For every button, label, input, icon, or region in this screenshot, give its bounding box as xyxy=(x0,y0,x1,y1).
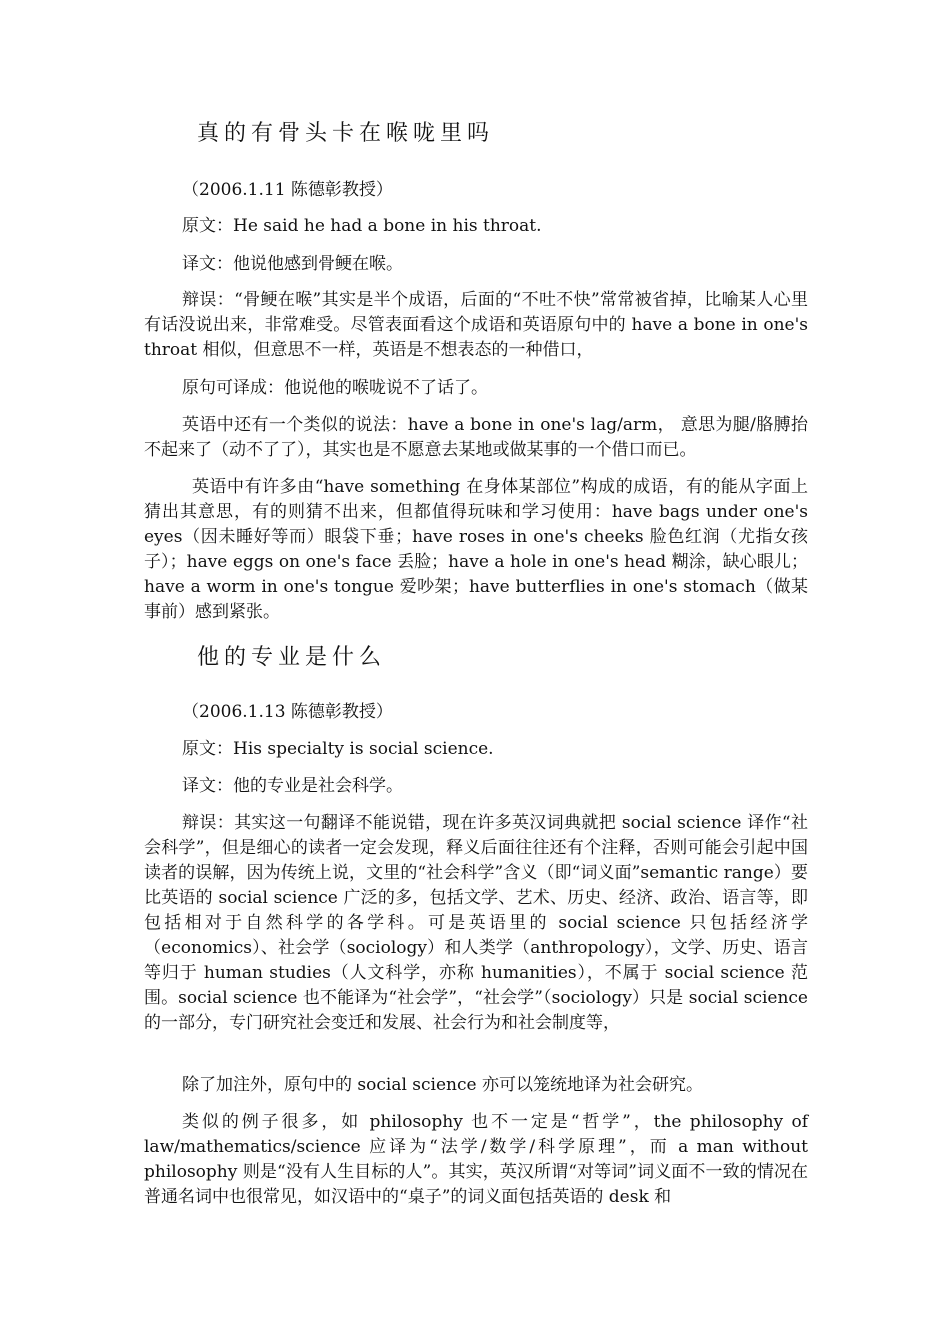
article1-idioms-paragraph: 英语中有许多由“have something 在身体某部位”构成的成语，有的能从字面上猜出其意思，有的则猜不出来，但都值得玩味和学习使用：have bags under one's eyes（因未睡好等而）眼袋下垂；have roses in one's cheeks 脸色红润（尤指女孩子）；have eggs on one's face 丢脸；have a hole in one's head 糊涂，缺心眼儿；have a worm in one's tongue 爱吵架；have butterflies in one's stomach（做某事前）感到紧张。 xyxy=(144,477,808,622)
article1-suggested-translation: 原句可译成：他说他的喉咙说不了话了。 xyxy=(182,378,488,398)
article2-title: 他的专业是什么 xyxy=(197,645,387,670)
article2-alternative-translation: 除了加注外，原句中的 social science 亦可以笼统地译为社会研究。 xyxy=(182,1075,703,1095)
article2-analysis: 辩误：其实这一句翻译不能说错，现在许多英汉词典就把 social science 译作“社会科学”，但是细心的读者一定会发现，释义后面往往还有个注释，否则可能会引起中国读者的误解，因为传统上说，文里的“社会科学”含义（即“词义面”semantic range）要比英语的 social science 广泛的多，包括文学、艺术、历史、经济、政治、语言等，即包括相对于自然科学的各学科。可是英语里的 social science 只包括经济学（economics）、社会学（sociology）和人类学（anthropology），文学、历史、语言等归于 human studies（人文科学，亦称 humanities），不属于 social science 范围。social science 也不能译为“社会学”，“社会学”（sociology）只是 social science 的一部分，专门研究社会变迁和发展、社会行为和社会制度等， xyxy=(144,813,808,1033)
article2-date-line: （2006.1.13 陈德彰教授） xyxy=(182,702,393,722)
article1-date-line: （2006.1.11 陈德彰教授） xyxy=(182,180,393,200)
article2-examples-paragraph: 类似的例子很多，如 philosophy 也不一定是“哲学”，the philosophy of law/mathematics/science 应译为“法学/数学/科学原理”，而 a man without philosophy 则是“没有人生目标的人”。其实，英汉所谓“对等词”词义面不一致的情况在普通名词中也很常见，如汉语中的“桌子”的词义面包括英语的 desk 和 xyxy=(144,1112,809,1207)
article1-analysis: 辩误：“骨鲠在喉”其实是半个成语，后面的“不吐不快”常常被省掉，比喻某人心里有话没说出来，非常难受。尽管表面看这个成语和英语原句中的 have a bone in one's throat 相似，但意思不一样，英语是不想表态的一种借口， xyxy=(144,290,808,360)
article1-title: 真的有骨头卡在喉咙里吗 xyxy=(197,121,495,146)
article2-translation: 译文：他的专业是社会科学。 xyxy=(182,776,403,796)
article1-translation: 译文：他说他感到骨鲠在喉。 xyxy=(182,254,403,274)
article2-original: 原文：His specialty is social science. xyxy=(182,739,494,759)
article1-similar-expression: 英语中还有一个类似的说法：have a bone in one's lag/arm， 意思为腿/胳膊抬不起来了（动不了了），其实也是不愿意去某地或做某事的一个借口而已。 xyxy=(144,415,808,460)
article1-original: 原文：He said he had a bone in his throat. xyxy=(182,216,542,236)
